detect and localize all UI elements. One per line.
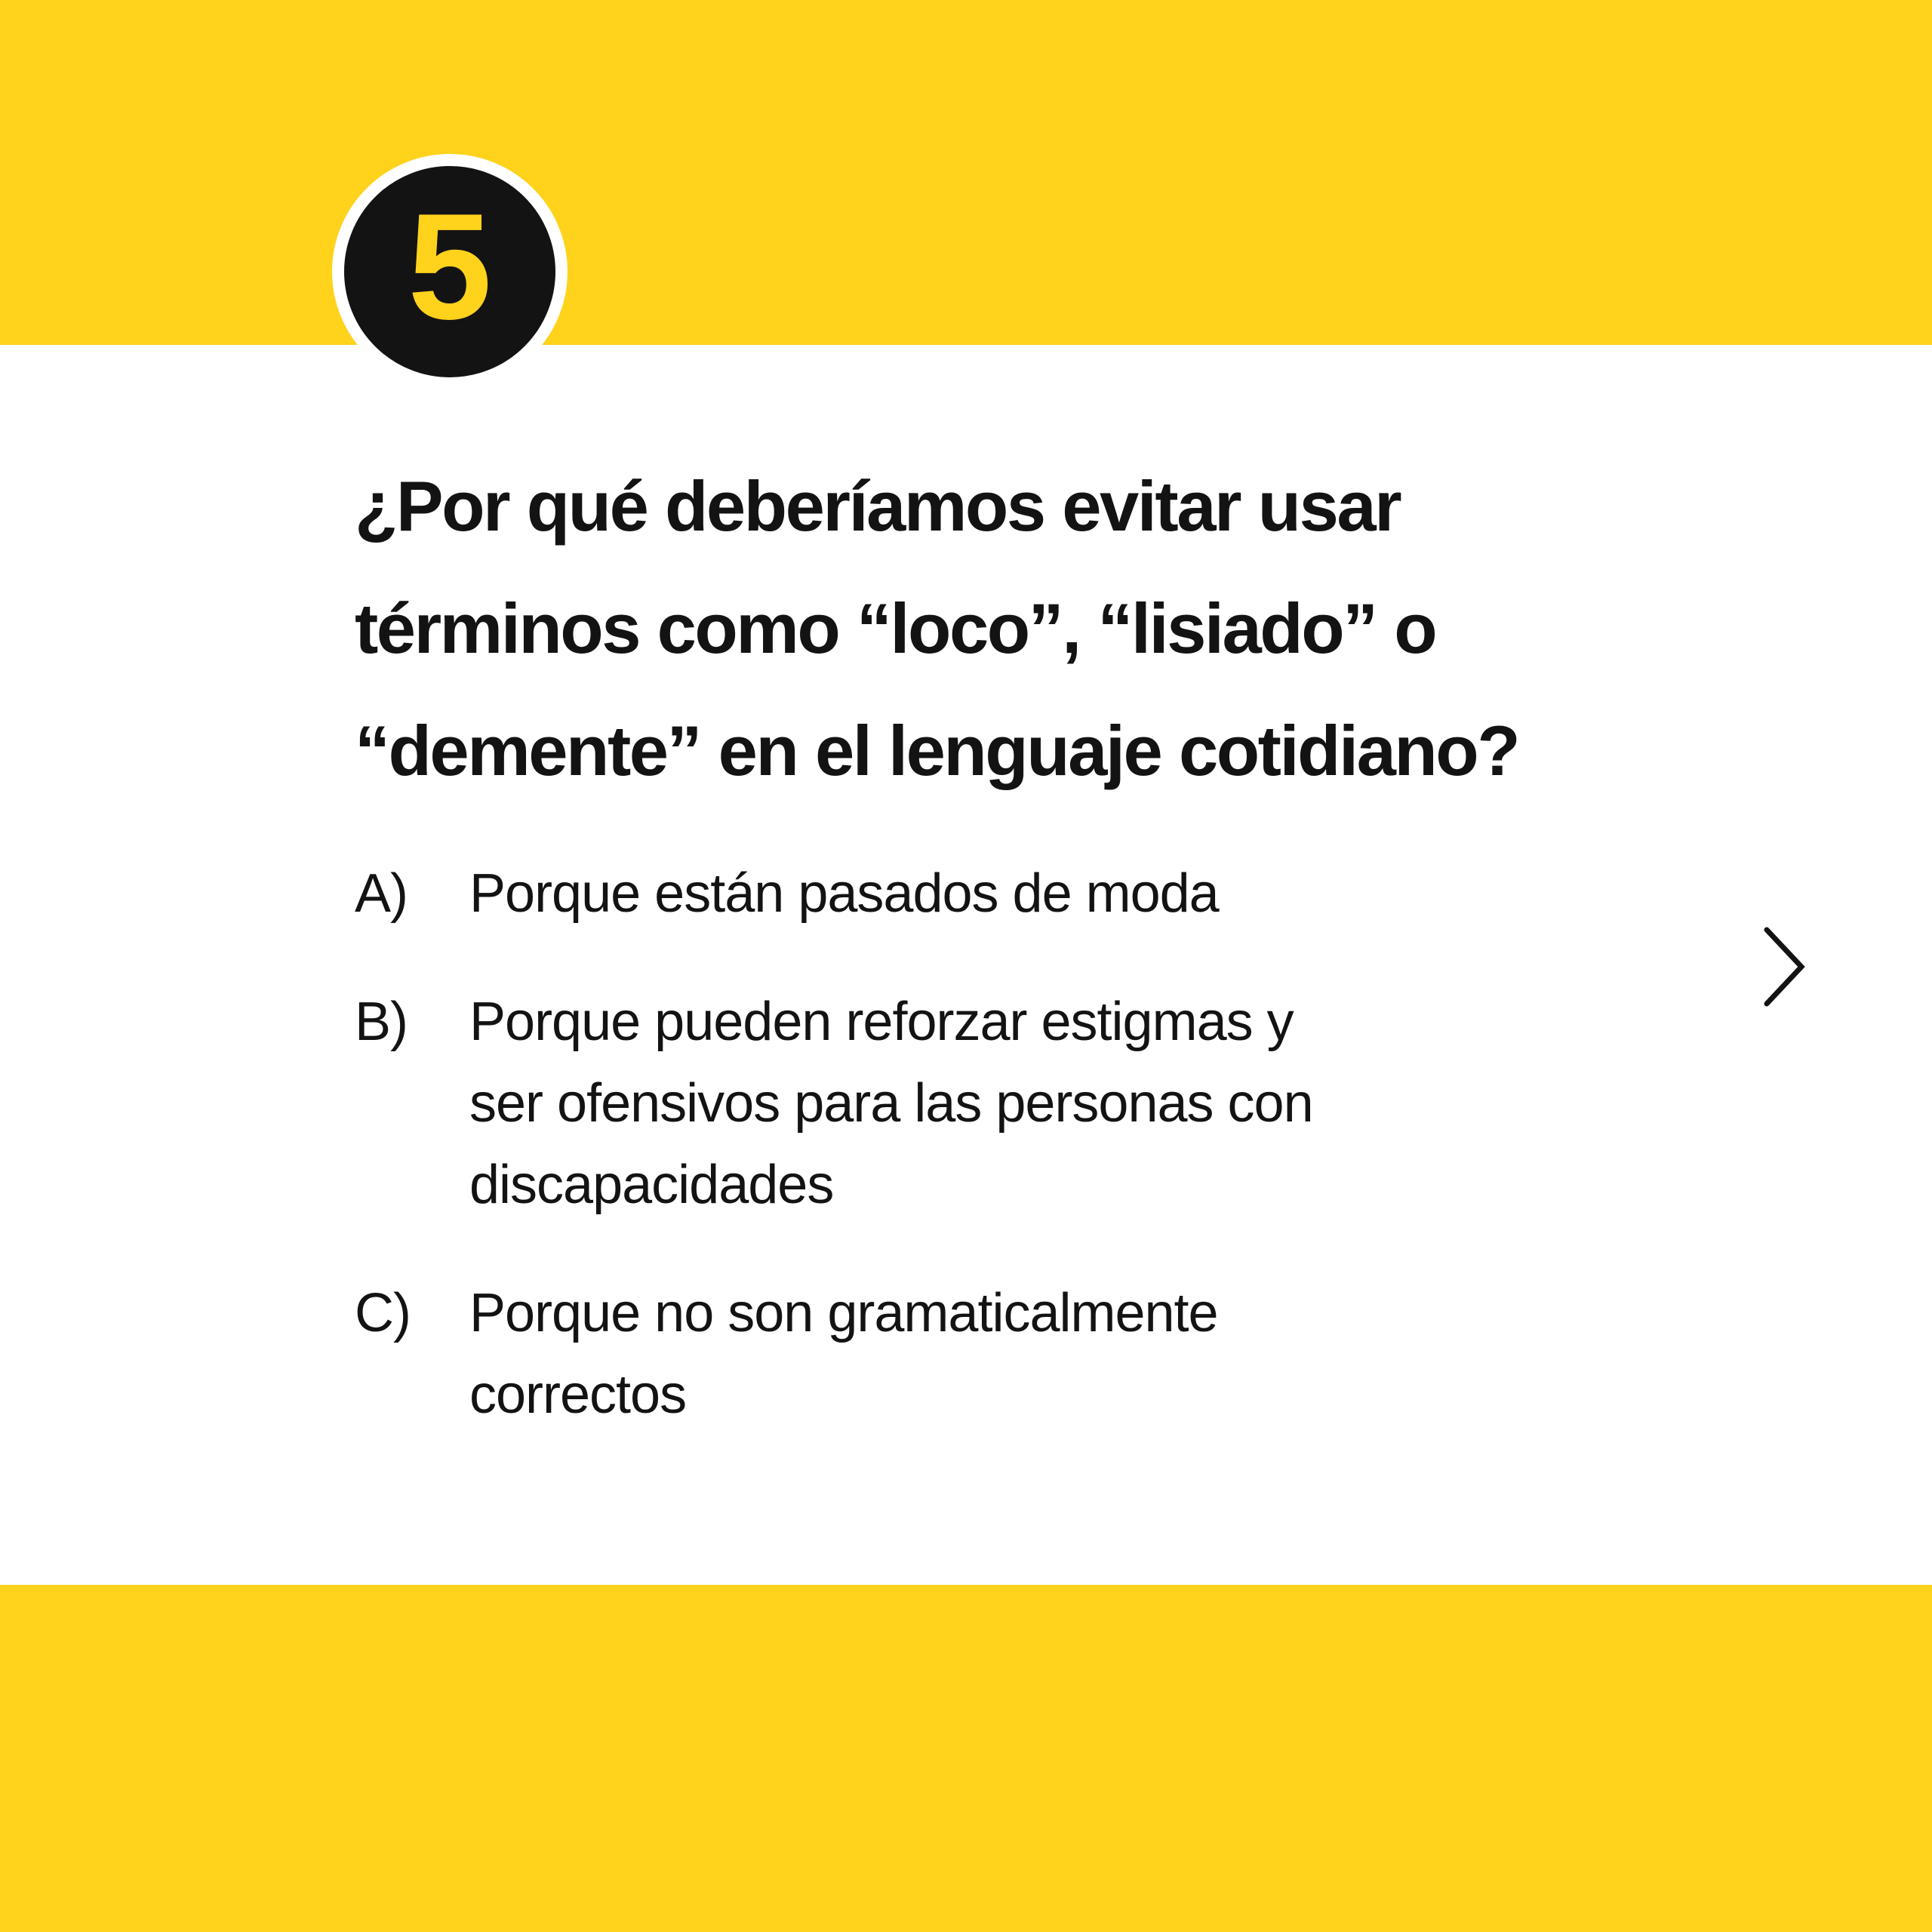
question-line: ¿Por qué deberíamos evitar usar <box>355 466 1401 546</box>
option-b-label: B) <box>355 992 408 1052</box>
option-b-text <box>469 981 1698 1226</box>
question-line: términos como “loco”, “lisiado” o <box>355 589 1436 668</box>
option-a <box>355 853 1698 934</box>
option-b <box>355 981 1698 1226</box>
option-b-line: Porque pueden reforzar estigmas y <box>469 992 1294 1052</box>
bottom-yellow-band <box>0 1585 1932 1932</box>
option-b-line: ser ofensivos para las personas con <box>469 1073 1313 1134</box>
option-c-label: C) <box>355 1283 411 1343</box>
chevron-right-icon[interactable] <box>1762 925 1807 1008</box>
question-text <box>355 445 1638 812</box>
question-number-badge <box>332 154 568 389</box>
option-a-label: A) <box>355 863 408 924</box>
option-a-line: Porque están pasados de moda <box>469 863 1219 924</box>
option-c <box>355 1272 1698 1435</box>
option-b-line: discapacidades <box>469 1155 834 1215</box>
question-number: 5 <box>408 183 492 351</box>
top-yellow-band <box>0 0 1932 351</box>
option-c-line: Porque no son gramaticalmente <box>469 1283 1218 1343</box>
option-a-text <box>469 853 1698 934</box>
option-c-line: correctos <box>469 1364 687 1425</box>
option-c-text <box>469 1272 1698 1435</box>
options-list <box>355 853 1698 1482</box>
question-line: “demente” en el lenguaje cotidiano? <box>355 711 1519 790</box>
